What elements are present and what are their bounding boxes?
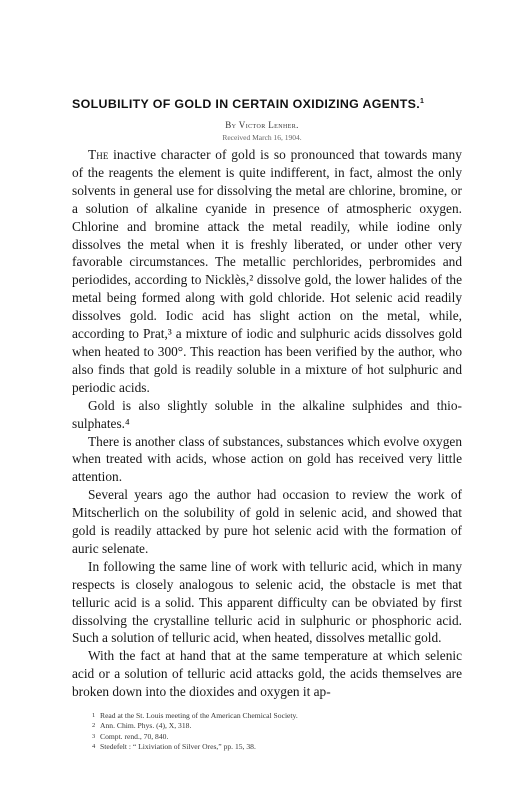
- footnote-number: 4: [92, 742, 96, 750]
- footnote-text: Stedefelt : “ Lixiviation of Silver Ores,” pp. 15, 38.: [100, 741, 256, 751]
- paragraph-text: Several years ago the author had occasion to review the work of Mitscherlich on the solubility of gold in selenic acid, and showed that gold is readily attacked by pure hot selenic acid with the formation of auric selenate.: [72, 487, 462, 556]
- article-body: [72, 146, 462, 701]
- paragraph-text: There is another class of substances, substances which evolve oxygen when treated with acids, whose action on gold has received very little attention.: [72, 433, 462, 485]
- footnote-text: Compt. rend., 70, 840.: [100, 731, 169, 741]
- paragraph-text: inactive character of gold is so pronounced that towards many of the reagents the element is quite indifferent, in fact, almost the only solvents in general use for dissolving the metal are chlorine, bromine, or a solution of alkaline cyanide in presence of atmospheric oxygen. Chlorine and bromine attack the metal readily, while iodine only dissolves the metal when it is freshly liberated, or under other very favorable circumstances. The metallic perchlorides, perbromides and periodides, according to Nicklès,² dissolve gold, the lower halides of the metal being formed along with gold chloride. Hot selenic acid readily dissolves gold. Iodic acid has slight action on the metal, while, according to Prat,³ a mixture of iodic and sulphuric acids dissolves gold when heated to 300°. This reaction has been verified by the author, who also finds that gold is readily soluble in a mixture of hot sulphuric and periodic acids.: [72, 147, 462, 395]
- footnote-number: 3: [92, 732, 96, 740]
- footnote: [92, 721, 472, 731]
- paragraph: [72, 486, 462, 558]
- paragraph: [72, 647, 462, 701]
- paragraph-text: With the fact at hand that at the same temperature at which selenic acid or a solution of telluric acid attacks gold, the acids themselves are broken down into the dioxides and oxygen it ap-: [72, 648, 462, 700]
- paragraph: [72, 146, 462, 397]
- paragraph-lead-word: The: [88, 147, 109, 162]
- footnotes: [92, 711, 472, 752]
- paragraph: [72, 397, 462, 433]
- title-footnote-mark: 1: [420, 97, 425, 105]
- paragraph: [72, 433, 462, 487]
- author-line: By Victor Lenher.: [225, 120, 299, 130]
- footnote: [92, 711, 472, 721]
- article-title: [72, 97, 472, 111]
- article-title-text: SOLUBILITY OF GOLD IN CERTAIN OXIDIZING AGENTS.: [72, 97, 421, 111]
- paragraph-text: In following the same line of work with telluric acid, which in many respects is closely analogous to selenic acid, the obstacle is met that telluric acid is a solid. This apparent difficulty can be obviated by first dissolving the crystalline telluric acid in sulphuric or phosphoric acid. Such a solution of telluric acid, when heated, dissolves metallic gold.: [72, 558, 462, 646]
- footnote-text: Read at the St. Louis meeting of the American Chemical Society.: [100, 711, 298, 720]
- footnote: [92, 742, 472, 752]
- footnote-text: Ann. Chim. Phys. (4), X, 318.: [100, 721, 192, 731]
- paragraph-text: Gold is also slightly soluble in the alkaline sulphides and thiosulphates.⁴: [72, 397, 462, 431]
- paragraph: [72, 558, 462, 648]
- footnote-number: 1: [92, 712, 96, 719]
- received-date: Received March 16, 1904.: [222, 133, 302, 142]
- footnote-number: 2: [92, 722, 96, 730]
- footnote: [92, 732, 472, 742]
